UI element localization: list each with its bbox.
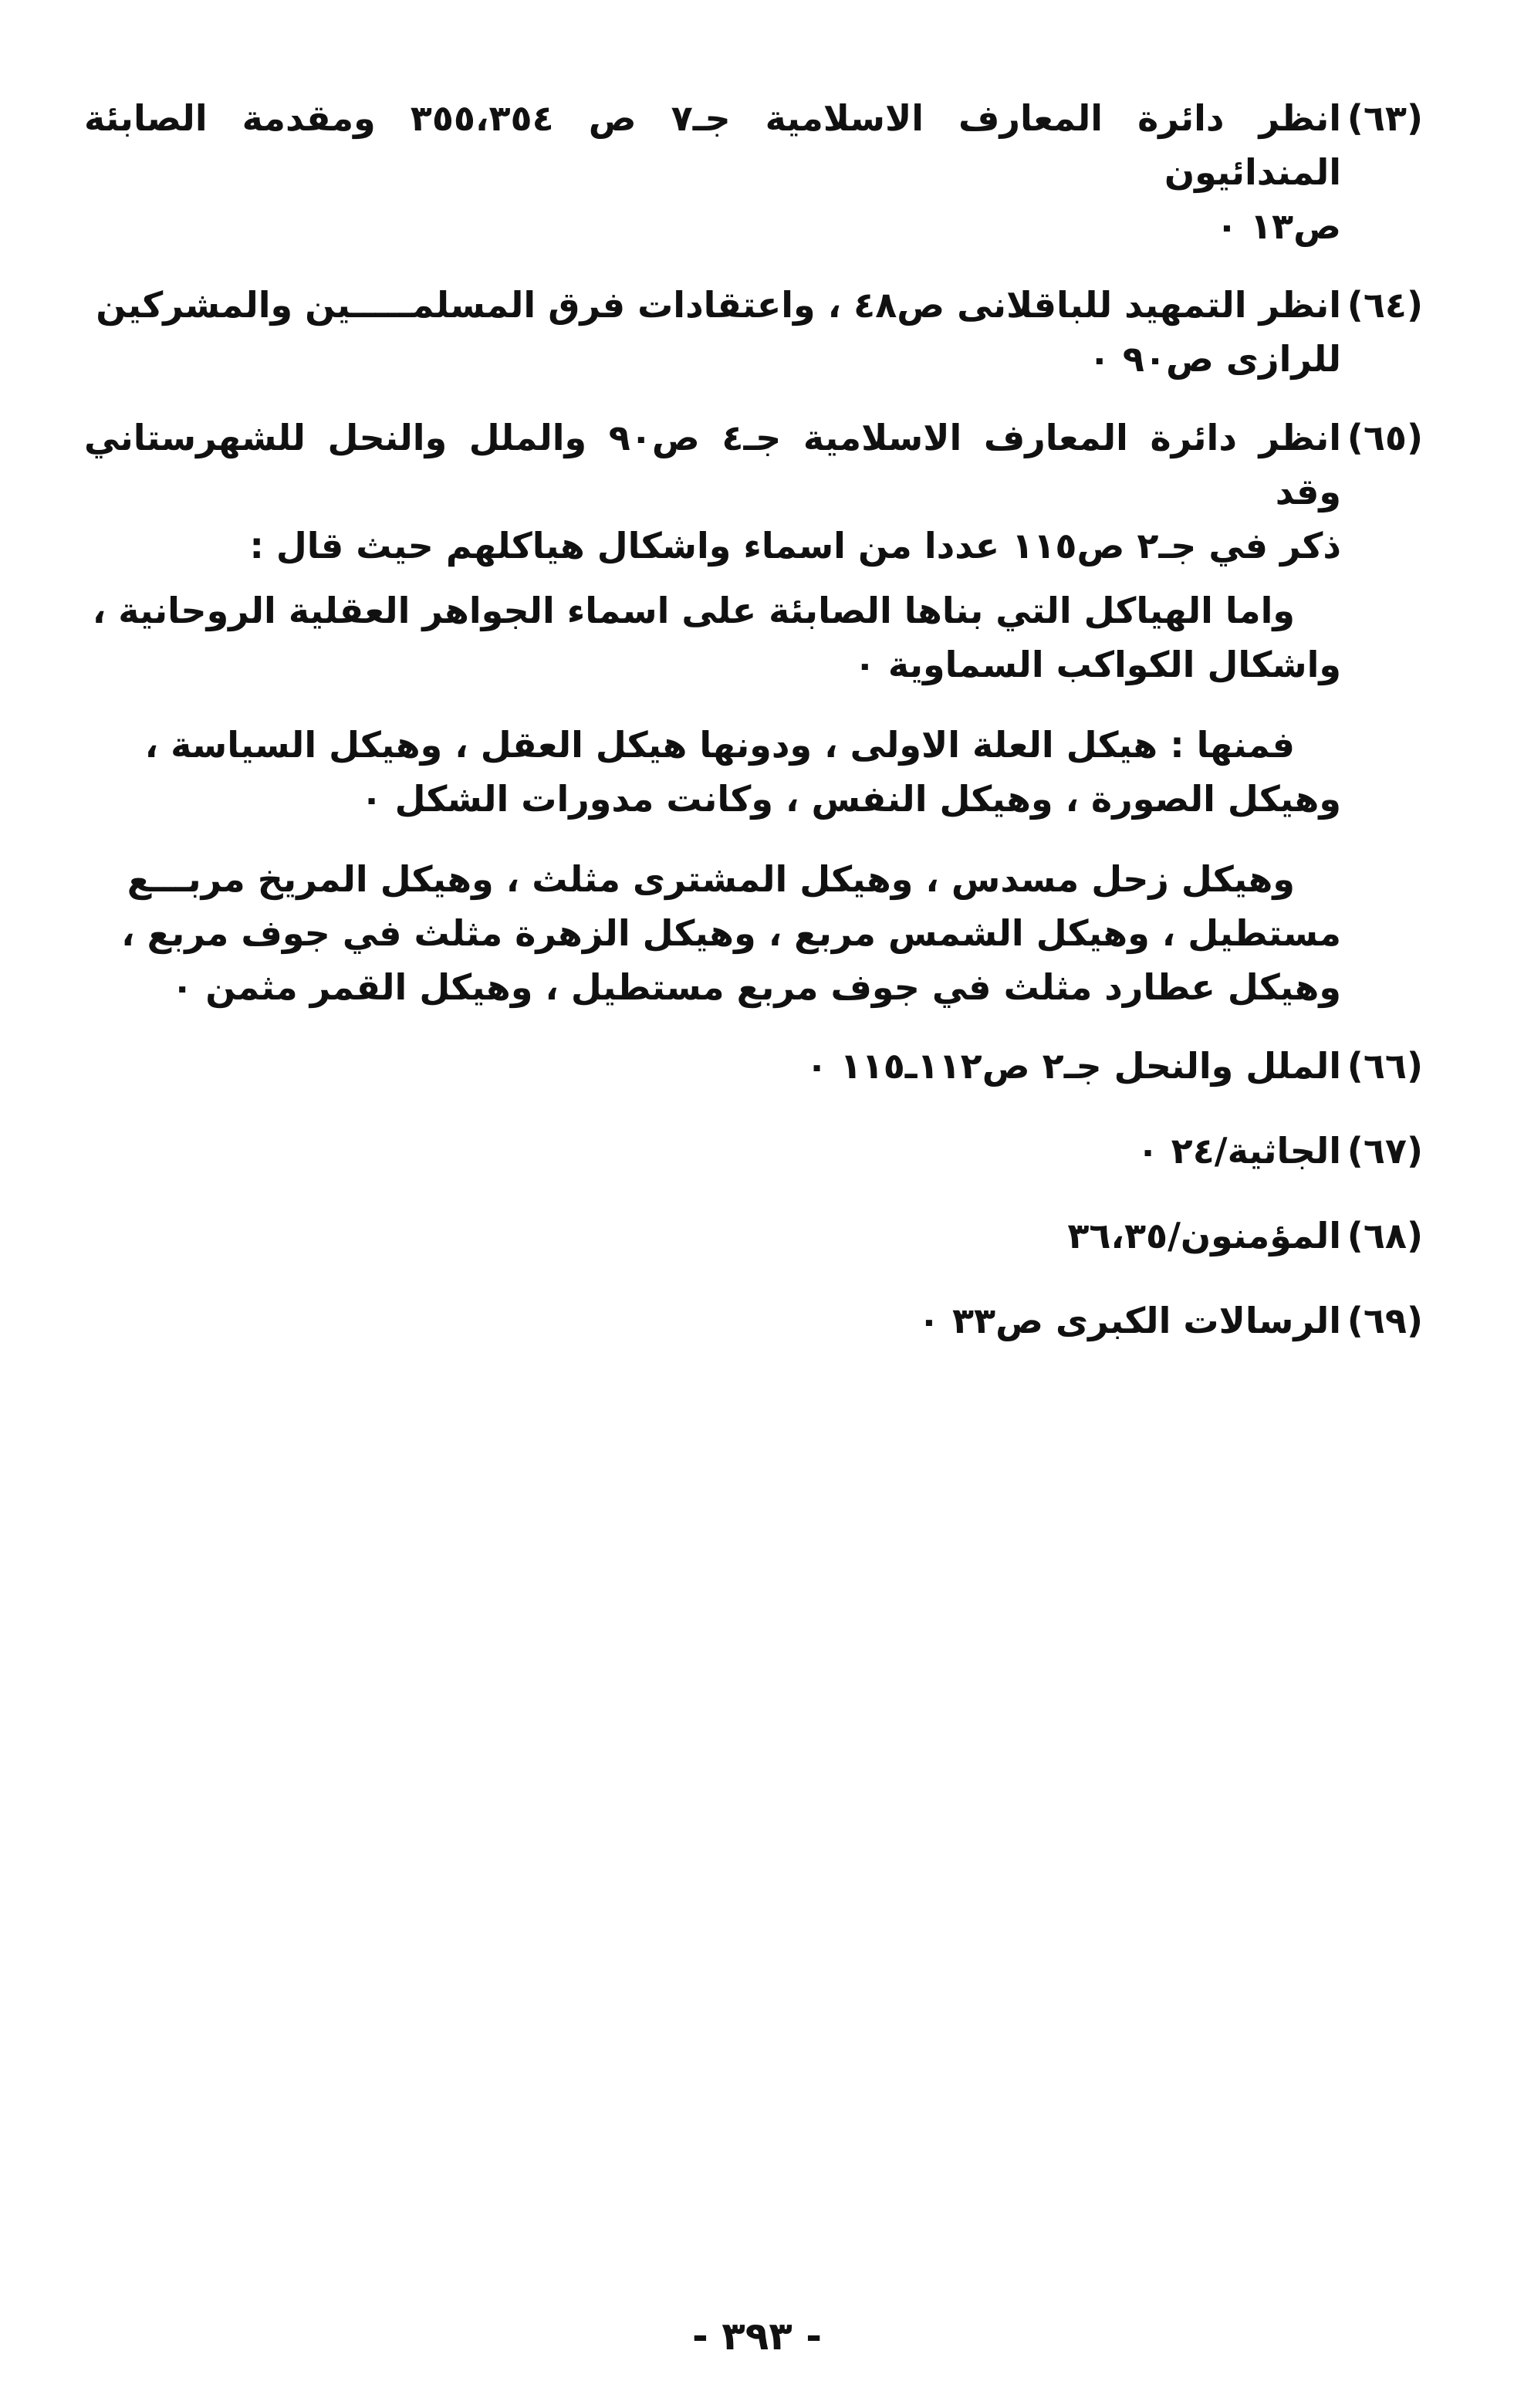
footnote-text: المؤمنون/٣٦،٣٥ [1067, 1215, 1341, 1256]
quote-line: وهيكل عطارد مثلث في جوف مربع مستطيل ، وهيكل القمر مثمن ٠ [171, 966, 1341, 1008]
footnote-66 [84, 1039, 1423, 1093]
footnote-number: (٦٣) [1347, 97, 1423, 139]
footnote-line: انظر دائرة المعارف الاسلامية جـ٤ ص٩٠ والملل والنحل للشهرستاني وقد [84, 417, 1341, 512]
footnote-number: (٦٥) [1347, 417, 1423, 458]
footnote-line: انظر دائرة المعارف الاسلامية جـ٧ ص ٣٥٥،٣٥٤ ومقدمة الصابئة المندائيون [84, 97, 1341, 193]
quote-line: فمنها : هيكل العلة الاولى ، ودونها هيكل العقل ، وهيكل السياسة ، [144, 724, 1295, 766]
quote-paragraph-2 [84, 718, 1341, 826]
footnote-64 [84, 278, 1423, 386]
footnote-number: (٦٩) [1347, 1300, 1423, 1341]
footnote-text: الجاثية/٢٤ ٠ [1137, 1130, 1341, 1172]
footnote-text: الرسالات الكبرى ص٣٣ ٠ [918, 1300, 1341, 1341]
footnote-line: للرازى ص٩٠ ٠ [1088, 338, 1341, 380]
footnote-number: (٦٧) [1347, 1130, 1423, 1172]
footnote-69 [84, 1294, 1423, 1348]
footnote-68 [84, 1209, 1423, 1263]
footnote-line: ذكر في جـ٢ ص١١٥ عددا من اسماء واشكال هياكلهم حيث قال : [249, 525, 1341, 566]
footnotes-section [84, 91, 1423, 1378]
quote-line: واما الهياكل التي بناها الصابئة على اسماء الجواهر العقلية الروحانية ، [92, 590, 1295, 631]
quote-paragraph-1 [84, 583, 1341, 692]
footnote-65 [84, 411, 1423, 1014]
footnote-number: (٦٤) [1347, 284, 1423, 326]
footnote-number: (٦٦) [1347, 1045, 1423, 1087]
footnote-63 [84, 91, 1423, 253]
footnote-number: (٦٨) [1347, 1215, 1423, 1256]
quote-paragraph-3 [84, 852, 1341, 1014]
page-number: - ٣٩٣ - [692, 2314, 822, 2359]
footnote-text: الملل والنحل جـ٢ ص١١٢ـ١١٥ ٠ [806, 1045, 1341, 1087]
quote-line: مستطيل ، وهيكل الشمس مربع ، وهيكل الزهرة مثلث في جوف مربع ، [121, 912, 1341, 954]
quote-line: وهيكل زحل مسدس ، وهيكل المشترى مثلث ، وهيكل المريخ مربـــع [127, 858, 1295, 900]
quote-line: وهيكل الصورة ، وهيكل النفس ، وكانت مدورات الشكل ٠ [360, 778, 1341, 820]
footnote-67 [84, 1124, 1423, 1178]
footnote-line: انظر التمهيد للباقلانى ص٤٨ ، واعتقادات فرق المسلمـــــين والمشركين [96, 284, 1341, 326]
quote-line: واشكال الكواكب السماوية ٠ [853, 644, 1341, 685]
footnote-line: ص١٣ ٠ [1215, 205, 1341, 247]
